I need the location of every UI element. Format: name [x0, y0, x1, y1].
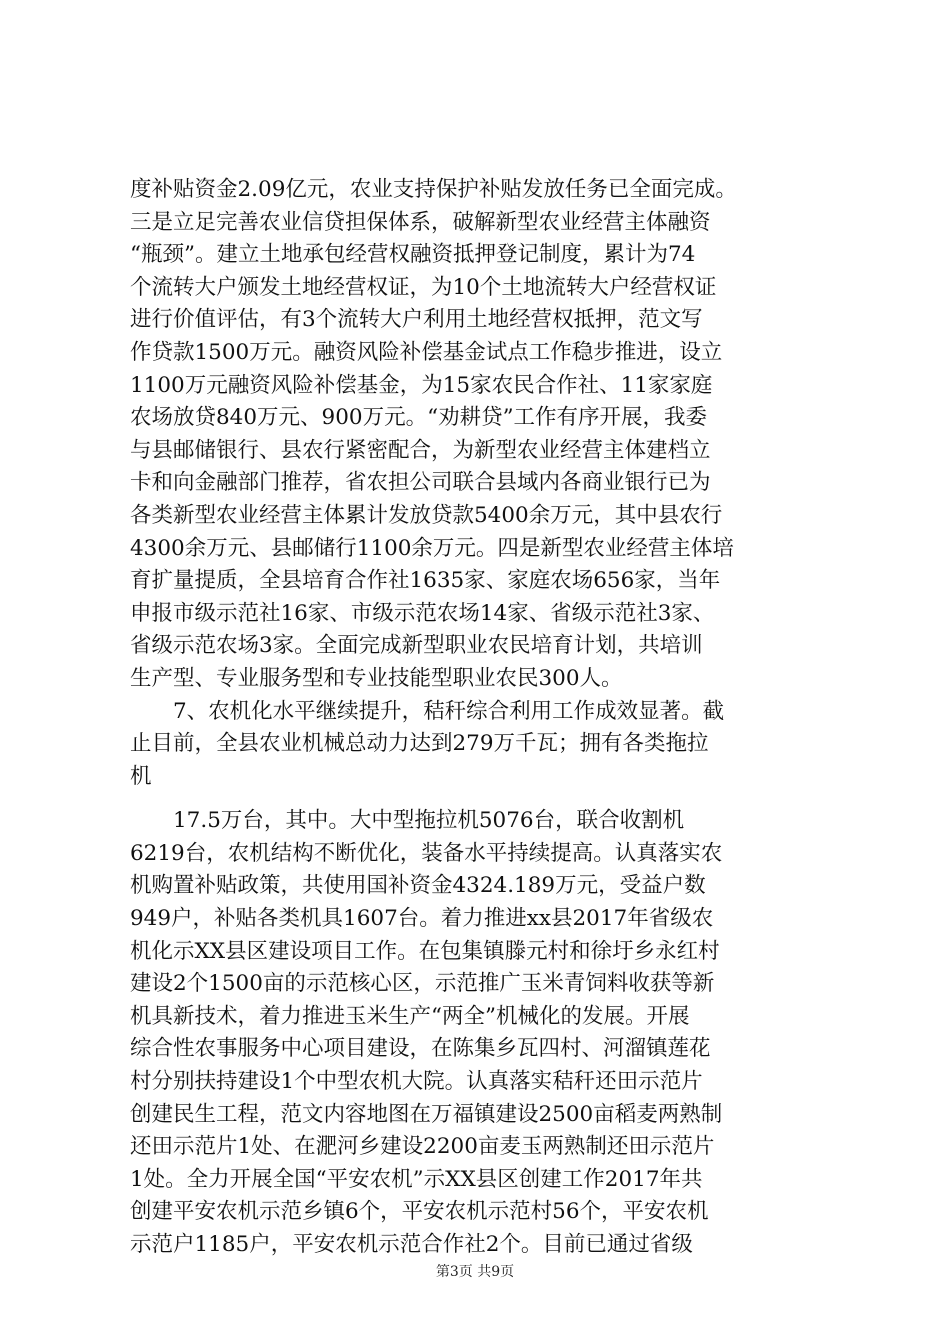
text-line: 17.5万台，其中。大中型拖拉机5076台，联合收割机 [130, 808, 685, 834]
text-line: 机具新技术，着力推进玉米生产“两全”机械化的发展。开展 [130, 1003, 690, 1029]
text-line: 建设2个1500亩的示范核心区，示范推广玉米青饲料收获等新 [130, 971, 715, 997]
text-line: 机化示XX县区建设项目工作。在包集镇滕元村和徐圩乡永红村 [130, 938, 720, 964]
text-line: 6219台，农机结构不断优化，装备水平持续提高。认真落实农 [130, 840, 723, 866]
text-line: 各类新型农业经营主体累计发放贷款5400余万元，其中县农行 [130, 502, 723, 528]
text-line: 与县邮储银行、县农行紧密配合，为新型农业经营主体建档立 [130, 437, 711, 463]
text-line: 949户，补贴各类机具1607台。着力推进xx县2017年省级农 [130, 906, 714, 932]
text-line: 创建平安农机示范乡镇6个，平安农机示范村56个，平安农机 [130, 1199, 709, 1225]
text-line: 个流转大户颁发土地经营权证，为10个土地流转大户经营权证 [130, 274, 717, 300]
body-text [130, 174, 830, 1262]
text-line: 卡和向金融部门推荐，省农担公司联合县域内各商业银行已为 [130, 470, 711, 496]
page-footer: 第3页 共9页 [435, 1264, 515, 1280]
text-line: 机购置补贴政策，共使用国补资金4324.189万元，受益户数 [130, 873, 706, 899]
text-line: 村分别扶持建设1个中型农机大院。认真落实秸秆还田示范片 [130, 1069, 703, 1095]
text-line: “瓶颈”。建立土地承包经营权融资抵押登记制度，累计为74 [130, 242, 696, 268]
text-line: 止目前，全县农业机械总动力达到279万千瓦；拥有各类拖拉 [130, 731, 709, 757]
text-line: 还田示范片1处、在淝河乡建设2200亩麦玉两熟制还田示范片 [130, 1134, 715, 1160]
text-line: 生产型、专业服务型和专业技能型职业农民300人。 [130, 665, 623, 691]
text-line: 省级示范农场3家。全面完成新型职业农民培育计划，共培训 [130, 633, 703, 659]
text-line: 申报市级示范社16家、市级示范农场14家、省级示范社3家、 [130, 600, 715, 626]
text-line: 综合性农事服务中心项目建设，在陈集乡瓦四村、河溜镇莲花 [130, 1036, 711, 1062]
text-line: 1100万元融资风险补偿基金，为15家农民合作社、11家家庭 [130, 372, 713, 398]
text-line: 4300余万元、县邮储行1100余万元。四是新型农业经营主体培 [130, 535, 734, 561]
text-line: 7、农机化水平继续提升，秸秆综合利用工作成效显著。截 [130, 698, 725, 724]
text-line: 机 [130, 763, 152, 789]
text-line: 示范户1185户，平安农机示范合作社2个。目前已通过省级 [130, 1232, 693, 1257]
text-line: 度补贴资金2.09亿元，农业支持保护补贴发放任务已全面完成。 [130, 177, 737, 202]
text-line: 农场放贷840万元、900万元。“劝耕贷”工作有序开展，我委 [130, 405, 708, 431]
text-line: 三是立足完善农业信贷担保体系，破解新型农业经营主体融资 [130, 209, 711, 235]
text-line: 进行价值评估，有3个流转大户利用土地经营权抵押，范文写 [130, 307, 703, 333]
text-line: 育扩量提质，全县培育合作社1635家、家庭农场656家，当年 [130, 568, 721, 594]
text-line: 作贷款1500万元。融资风险补偿基金试点工作稳步推进，设立 [130, 339, 723, 365]
text-line: 创建民生工程，范文内容地图在万福镇建设2500亩稻麦两熟制 [130, 1101, 723, 1127]
text-line: 1处。全力开展全国“平安农机”示XX县区创建工作2017年共 [130, 1166, 703, 1192]
